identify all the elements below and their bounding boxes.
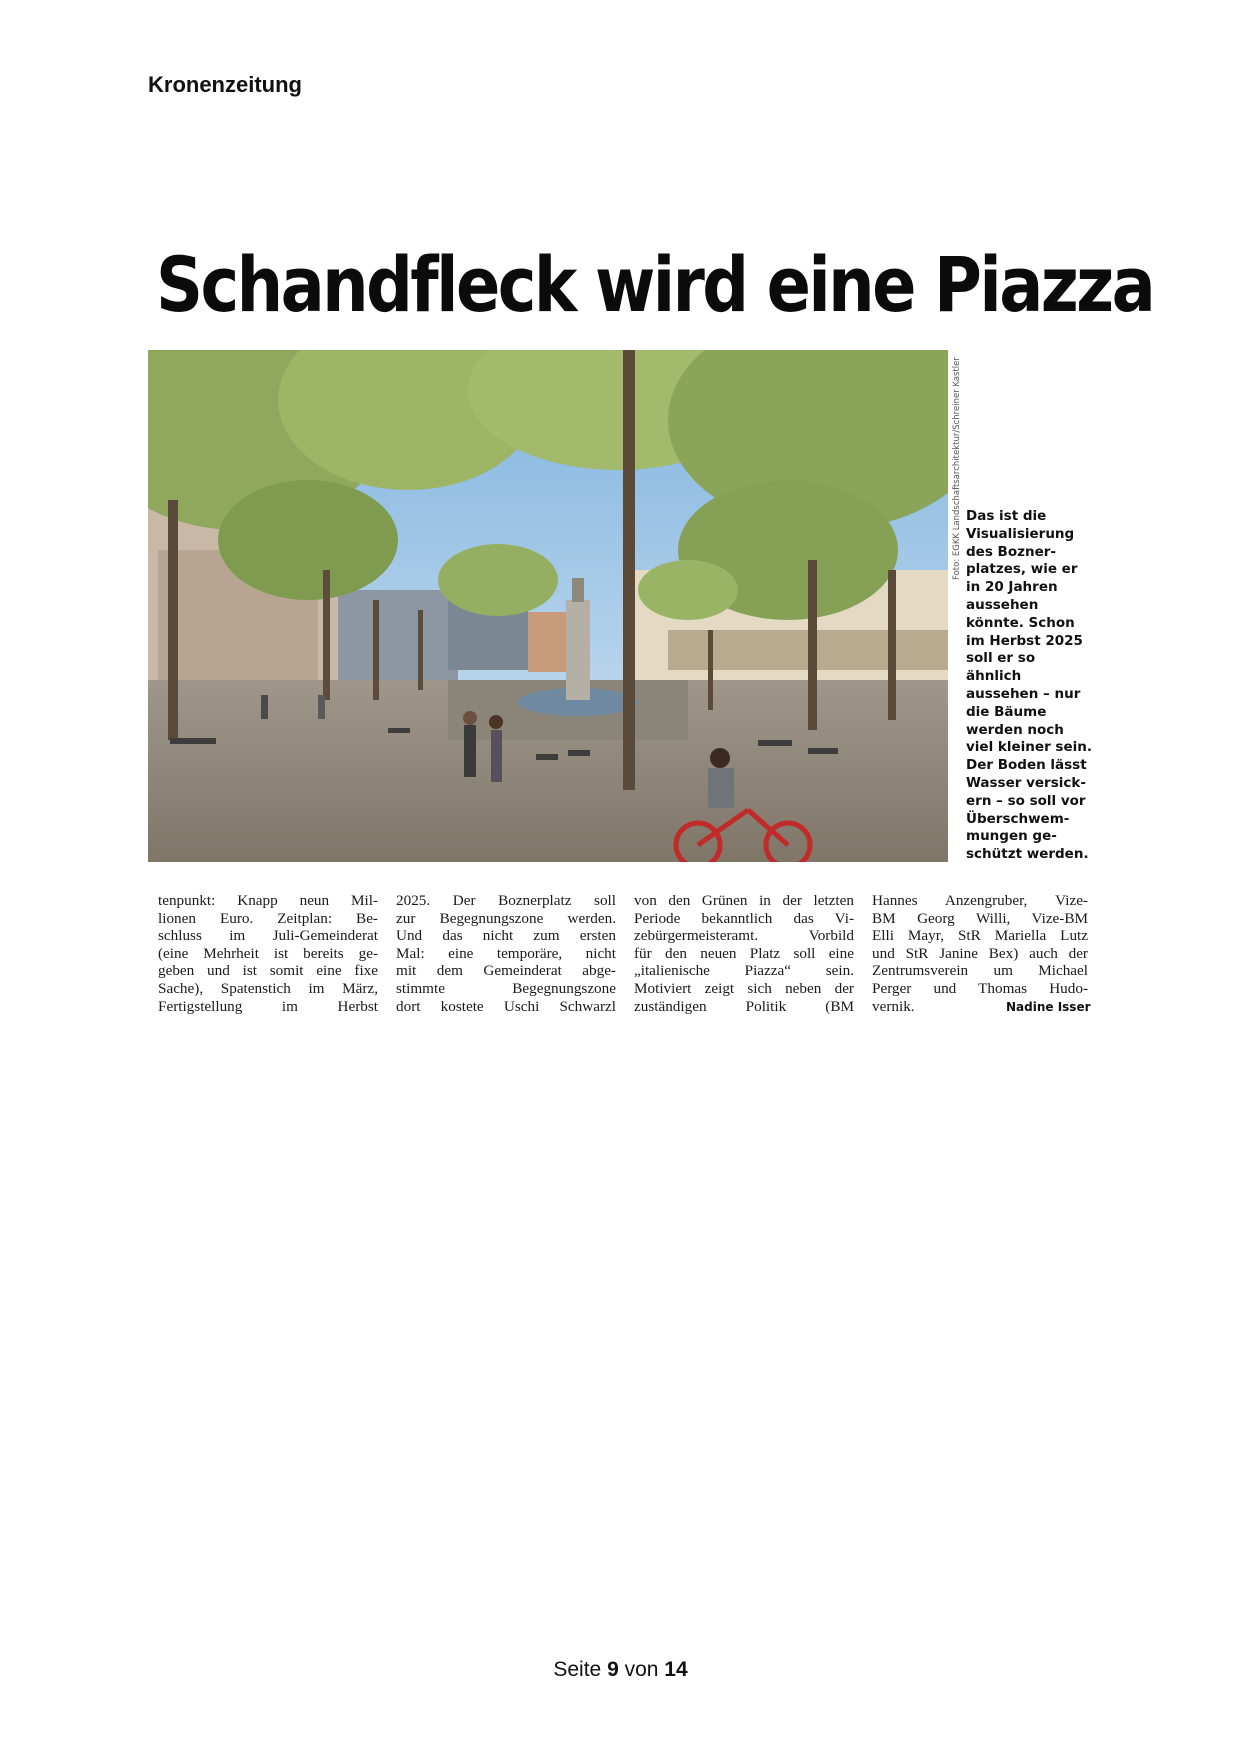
caption-line: schützt werden.: [966, 846, 1089, 863]
caption-line: aussehen – nur: [966, 685, 1081, 702]
text-line: dort kostete Uschi Schwarzl: [396, 997, 616, 1015]
page-total: 14: [664, 1658, 688, 1681]
text-line: schluss im Juli-Gemeinderat: [158, 927, 378, 945]
text-line: zur Begegnungszone werden.: [396, 909, 616, 927]
source-label: Kronenzeitung: [148, 72, 302, 97]
caption-line: Visualisierung: [966, 525, 1075, 542]
caption-line: ähnlich: [966, 668, 1022, 685]
text-line: zebürgermeisteramt. Vorbild: [634, 927, 854, 945]
page-prefix: Seite: [553, 1658, 602, 1681]
photo-caption: [966, 508, 1098, 864]
text-line: Elli Mayr, StR Mariella Lutz: [872, 927, 1088, 945]
caption-line: mungen ge-: [966, 828, 1057, 845]
text-line: tenpunkt: Knapp neun Mil-: [158, 892, 378, 909]
text-line: (eine Mehrheit ist bereits ge-: [158, 944, 378, 962]
caption-line: Das ist die: [966, 508, 1047, 524]
text-line: stimmte Begegnungszone: [396, 979, 616, 997]
article-headline: Schandfleck wird eine Piazza: [156, 240, 1154, 329]
author-byline: Nadine Isser: [1006, 1000, 1091, 1014]
text-line: Zentrumsverein um Michael: [872, 962, 1088, 980]
text-line: geben und ist somit eine fixe: [158, 962, 378, 980]
text-line: Perger und Thomas Hudo-: [872, 979, 1088, 997]
caption-line: Überschwem-: [966, 810, 1070, 827]
article-column-3: [634, 892, 854, 1015]
caption-line: die Bäume: [966, 703, 1047, 720]
text-line: zuständigen Politik (BM: [634, 997, 854, 1015]
text-line: 2025. Der Boznerplatz soll: [396, 892, 616, 909]
text-line: Sache), Spatenstich im März,: [158, 979, 378, 997]
caption-line: viel kleiner sein.: [966, 739, 1092, 756]
caption-line: Wasser versick-: [966, 774, 1086, 791]
caption-line: soll er so: [966, 650, 1036, 667]
text-line: für den neuen Platz soll eine: [634, 944, 854, 962]
text-line: von den Grünen in der letzten: [634, 892, 854, 909]
caption-line: im Herbst 2025: [966, 632, 1083, 649]
text-line: Motiviert zeigt sich neben der: [634, 979, 854, 997]
text-line: und StR Janine Bex) auch der: [872, 944, 1088, 962]
caption-line: platzes, wie er: [966, 561, 1078, 578]
text-line: BM Georg Willi, Vize-BM: [872, 909, 1088, 927]
caption-line: werden noch: [966, 721, 1064, 738]
article-column-4: [872, 892, 1088, 1015]
article-column-2: [396, 892, 616, 1015]
text-line: „italienische Piazza“ sein.: [634, 962, 854, 980]
text-line: Und das nicht zum ersten: [396, 927, 616, 945]
caption-line: Der Boden lässt: [966, 757, 1087, 774]
photo-credit: Foto: EGKK Landschaftsarchitektur/Schreiner Kastler: [952, 357, 962, 580]
caption-line: des Bozner-: [966, 543, 1057, 560]
caption-line: könnte. Schon: [966, 614, 1075, 631]
article-column-1: [158, 892, 378, 1015]
article-photo: [148, 350, 948, 862]
text-line: Hannes Anzengruber, Vize-: [872, 892, 1088, 909]
caption-line: ern – so soll vor: [966, 792, 1086, 809]
caption-line: in 20 Jahren: [966, 579, 1058, 596]
page-separator: von: [624, 1658, 659, 1681]
text-line: Mal: eine temporäre, nicht: [396, 944, 616, 962]
page-number: [0, 1658, 1241, 1682]
caption-line: aussehen: [966, 596, 1039, 613]
text-line: Fertigstellung im Herbst: [158, 997, 378, 1015]
text-line: mit dem Gemeinderat abge-: [396, 962, 616, 980]
text-line: Periode bekanntlich das Vi-: [634, 909, 854, 927]
text-line: lionen Euro. Zeitplan: Be-: [158, 909, 378, 927]
text-line: vernik.: [872, 997, 915, 1015]
page-current: 9: [607, 1658, 619, 1681]
